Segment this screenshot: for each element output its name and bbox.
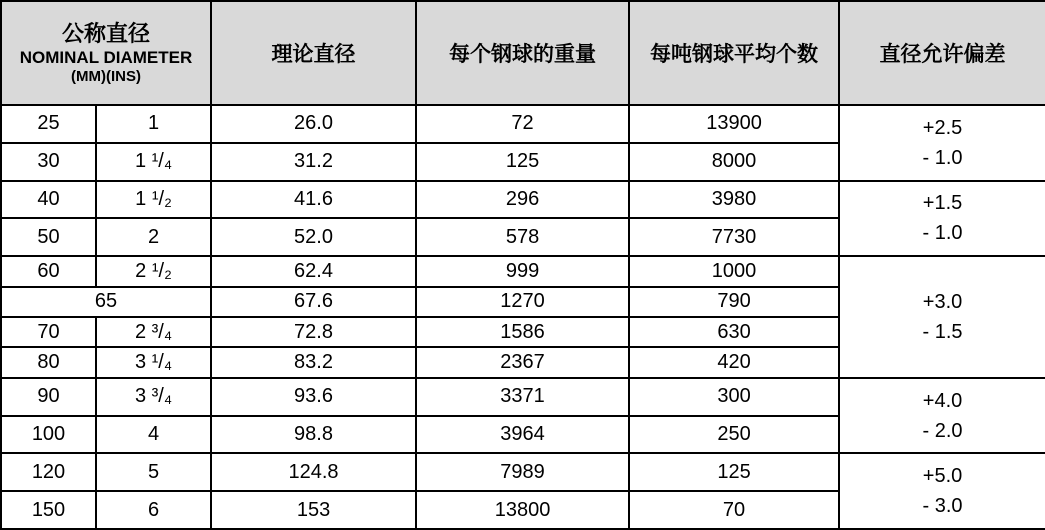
nominal-merged-cell: 65 bbox=[1, 287, 211, 317]
nominal-mm-cell: 100 bbox=[1, 416, 96, 454]
ball-weight-cell: 125 bbox=[416, 143, 629, 181]
ball-weight-cell: 72 bbox=[416, 105, 629, 143]
nominal-mm-cell: 150 bbox=[1, 491, 96, 529]
table-row bbox=[1, 378, 1045, 416]
ball-weight-cell: 999 bbox=[416, 256, 629, 286]
theoretical-diameter-cell: 26.0 bbox=[211, 105, 416, 143]
header-nominal-units: (MM)(INS) bbox=[71, 67, 141, 85]
deviation-minus: - 1.0 bbox=[922, 222, 963, 245]
deviation-plus: +1.5 bbox=[922, 192, 963, 215]
ball-weight-cell: 13800 bbox=[416, 491, 629, 529]
theoretical-diameter-cell: 93.6 bbox=[211, 378, 416, 416]
balls-per-ton-cell: 8000 bbox=[629, 143, 839, 181]
balls-per-ton-cell: 125 bbox=[629, 453, 839, 491]
balls-per-ton-cell: 70 bbox=[629, 491, 839, 529]
deviation-cell bbox=[839, 256, 1045, 378]
table-row bbox=[1, 256, 1045, 286]
header-row bbox=[1, 1, 1045, 105]
theoretical-diameter-cell: 41.6 bbox=[211, 181, 416, 219]
deviation-plus: +3.0 bbox=[922, 290, 963, 313]
ball-weight-cell: 1270 bbox=[416, 287, 629, 317]
nominal-ins-cell: 3 ¹/₄ bbox=[96, 347, 211, 377]
ball-weight-cell: 3371 bbox=[416, 378, 629, 416]
balls-per-ton-cell: 630 bbox=[629, 317, 839, 347]
nominal-mm-cell: 60 bbox=[1, 256, 96, 286]
balls-per-ton-cell: 3980 bbox=[629, 181, 839, 219]
nominal-mm-cell: 30 bbox=[1, 143, 96, 181]
ball-weight-cell: 1586 bbox=[416, 317, 629, 347]
theoretical-diameter-cell: 72.8 bbox=[211, 317, 416, 347]
header-nominal-en: NOMINAL DIAMETER bbox=[19, 47, 193, 67]
ball-weight-cell: 578 bbox=[416, 218, 629, 256]
balls-per-ton-cell: 300 bbox=[629, 378, 839, 416]
nominal-ins-cell: 1 ¹/₄ bbox=[96, 143, 211, 181]
header-diameter-deviation: 直径允许偏差 bbox=[839, 1, 1045, 105]
header-nominal-cn: 公称直径 bbox=[62, 21, 151, 47]
theoretical-diameter-cell: 62.4 bbox=[211, 256, 416, 286]
nominal-ins-cell: 2 ¹/₂ bbox=[96, 256, 211, 286]
deviation-minus: - 1.5 bbox=[922, 320, 963, 343]
deviation-plus: +2.5 bbox=[922, 116, 963, 139]
theoretical-diameter-cell: 31.2 bbox=[211, 143, 416, 181]
table-row bbox=[1, 181, 1045, 219]
balls-per-ton-cell: 250 bbox=[629, 416, 839, 454]
nominal-mm-cell: 40 bbox=[1, 181, 96, 219]
theoretical-diameter-cell: 124.8 bbox=[211, 453, 416, 491]
deviation-cell bbox=[839, 378, 1045, 454]
deviation-cell bbox=[839, 453, 1045, 529]
nominal-ins-cell: 3 ³/₄ bbox=[96, 378, 211, 416]
table-row bbox=[1, 453, 1045, 491]
nominal-mm-cell: 70 bbox=[1, 317, 96, 347]
nominal-ins-cell: 6 bbox=[96, 491, 211, 529]
balls-per-ton-cell: 420 bbox=[629, 347, 839, 377]
ball-weight-cell: 3964 bbox=[416, 416, 629, 454]
deviation-minus: - 3.0 bbox=[922, 495, 963, 518]
balls-per-ton-cell: 7730 bbox=[629, 218, 839, 256]
nominal-ins-cell: 5 bbox=[96, 453, 211, 491]
theoretical-diameter-cell: 98.8 bbox=[211, 416, 416, 454]
header-balls-per-ton: 每吨钢球平均个数 bbox=[629, 1, 839, 105]
nominal-ins-cell: 4 bbox=[96, 416, 211, 454]
nominal-ins-cell: 2 bbox=[96, 218, 211, 256]
ball-weight-cell: 296 bbox=[416, 181, 629, 219]
deviation-plus: +4.0 bbox=[922, 389, 963, 412]
nominal-mm-cell: 80 bbox=[1, 347, 96, 377]
theoretical-diameter-cell: 83.2 bbox=[211, 347, 416, 377]
nominal-ins-cell: 2 ³/₄ bbox=[96, 317, 211, 347]
deviation-plus: +5.0 bbox=[922, 465, 963, 488]
table-row bbox=[1, 105, 1045, 143]
nominal-mm-cell: 25 bbox=[1, 105, 96, 143]
balls-per-ton-cell: 790 bbox=[629, 287, 839, 317]
balls-per-ton-cell: 13900 bbox=[629, 105, 839, 143]
header-nominal-diameter bbox=[1, 1, 211, 105]
header-theoretical-diameter: 理论直径 bbox=[211, 1, 416, 105]
nominal-ins-cell: 1 bbox=[96, 105, 211, 143]
theoretical-diameter-cell: 52.0 bbox=[211, 218, 416, 256]
nominal-mm-cell: 120 bbox=[1, 453, 96, 491]
balls-per-ton-cell: 1000 bbox=[629, 256, 839, 286]
nominal-mm-cell: 50 bbox=[1, 218, 96, 256]
deviation-minus: - 1.0 bbox=[922, 146, 963, 169]
deviation-cell bbox=[839, 105, 1045, 181]
deviation-minus: - 2.0 bbox=[922, 419, 963, 442]
deviation-cell bbox=[839, 181, 1045, 257]
nominal-mm-cell: 90 bbox=[1, 378, 96, 416]
header-ball-weight: 每个钢球的重量 bbox=[416, 1, 629, 105]
nominal-ins-cell: 1 ¹/₂ bbox=[96, 181, 211, 219]
theoretical-diameter-cell: 67.6 bbox=[211, 287, 416, 317]
theoretical-diameter-cell: 153 bbox=[211, 491, 416, 529]
ball-weight-cell: 7989 bbox=[416, 453, 629, 491]
ball-weight-cell: 2367 bbox=[416, 347, 629, 377]
